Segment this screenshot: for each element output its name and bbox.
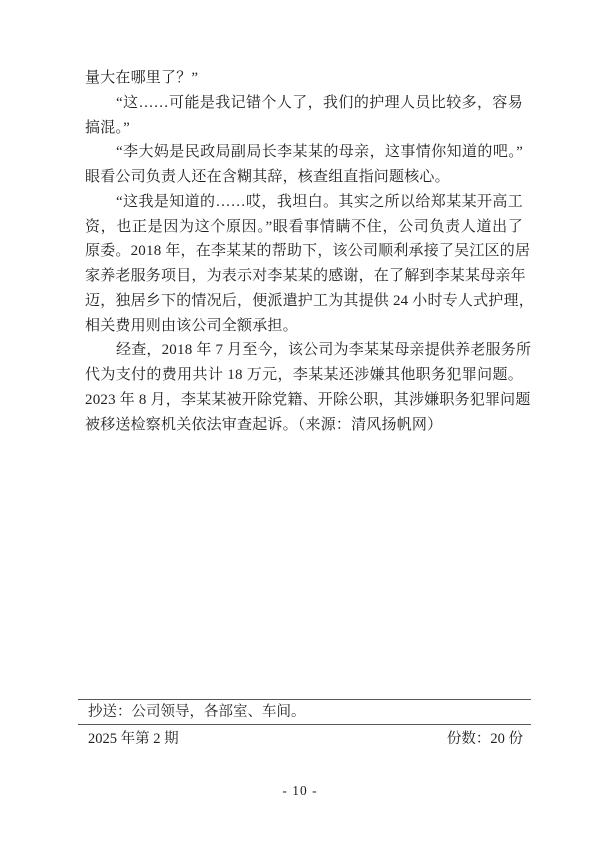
body-text-block [85, 66, 534, 437]
body-line: 2023 年 8 月，李某某被开除党籍、开除公职，其涉嫌职务犯罪问题 [85, 391, 531, 408]
body-line: “李大妈是民政局副局长李某某的母亲，这事情你知道的吧。” [116, 144, 523, 161]
cc-line: 抄送：公司领导，各部室、车间。 [88, 704, 306, 720]
footer-rule-bottom [78, 724, 531, 725]
body-line: 代为支付的费用共计 18 万元，李某某还涉嫌其他职务犯罪问题。 [85, 367, 523, 384]
issue-number: 2025 年第 2 期 [88, 731, 179, 747]
page-number: - 10 - [282, 783, 318, 798]
body-line: “这我是知道的……哎，我坦白。其实之所以给郑某某开高工 [116, 193, 523, 210]
issue-row [88, 728, 523, 750]
body-line: 原委。2018 年，在李某某的帮助下，该公司顺利承接了吴江区的居 [85, 243, 531, 260]
body-line: 量大在哪里了？” [85, 70, 199, 86]
body-line: “这……可能是我记错个人了，我们的护理人员比较多，容易 [116, 94, 523, 111]
body-line: 资，也正是因为这个原因。”眼看事情瞒不住，公司负责人道出了 [85, 218, 523, 235]
body-line: 迈，独居乡下的情况后，便派遣护工为其提供 24 小时专人式护理， [85, 292, 534, 309]
body-line: 经查，2018 年 7 月至今，该公司为李某某母亲提供养老服务所 [116, 342, 532, 359]
footer-rule-top [78, 699, 531, 700]
body-line: 家养老服务项目，为表示对李某某的感谢，在了解到李某某母亲年 [85, 268, 526, 285]
body-line: 被移送检察机关依法审查起诉。（来源：清风扬帆网） [85, 416, 443, 433]
body-line: 搞混。” [85, 119, 130, 136]
body-line: 眼看公司负责人还在含糊其辞，核查组直指问题核心。 [85, 169, 450, 186]
body-line: 相关费用则由该公司全额承担。 [85, 317, 298, 334]
copies-count: 份数：20 份 [446, 731, 523, 747]
